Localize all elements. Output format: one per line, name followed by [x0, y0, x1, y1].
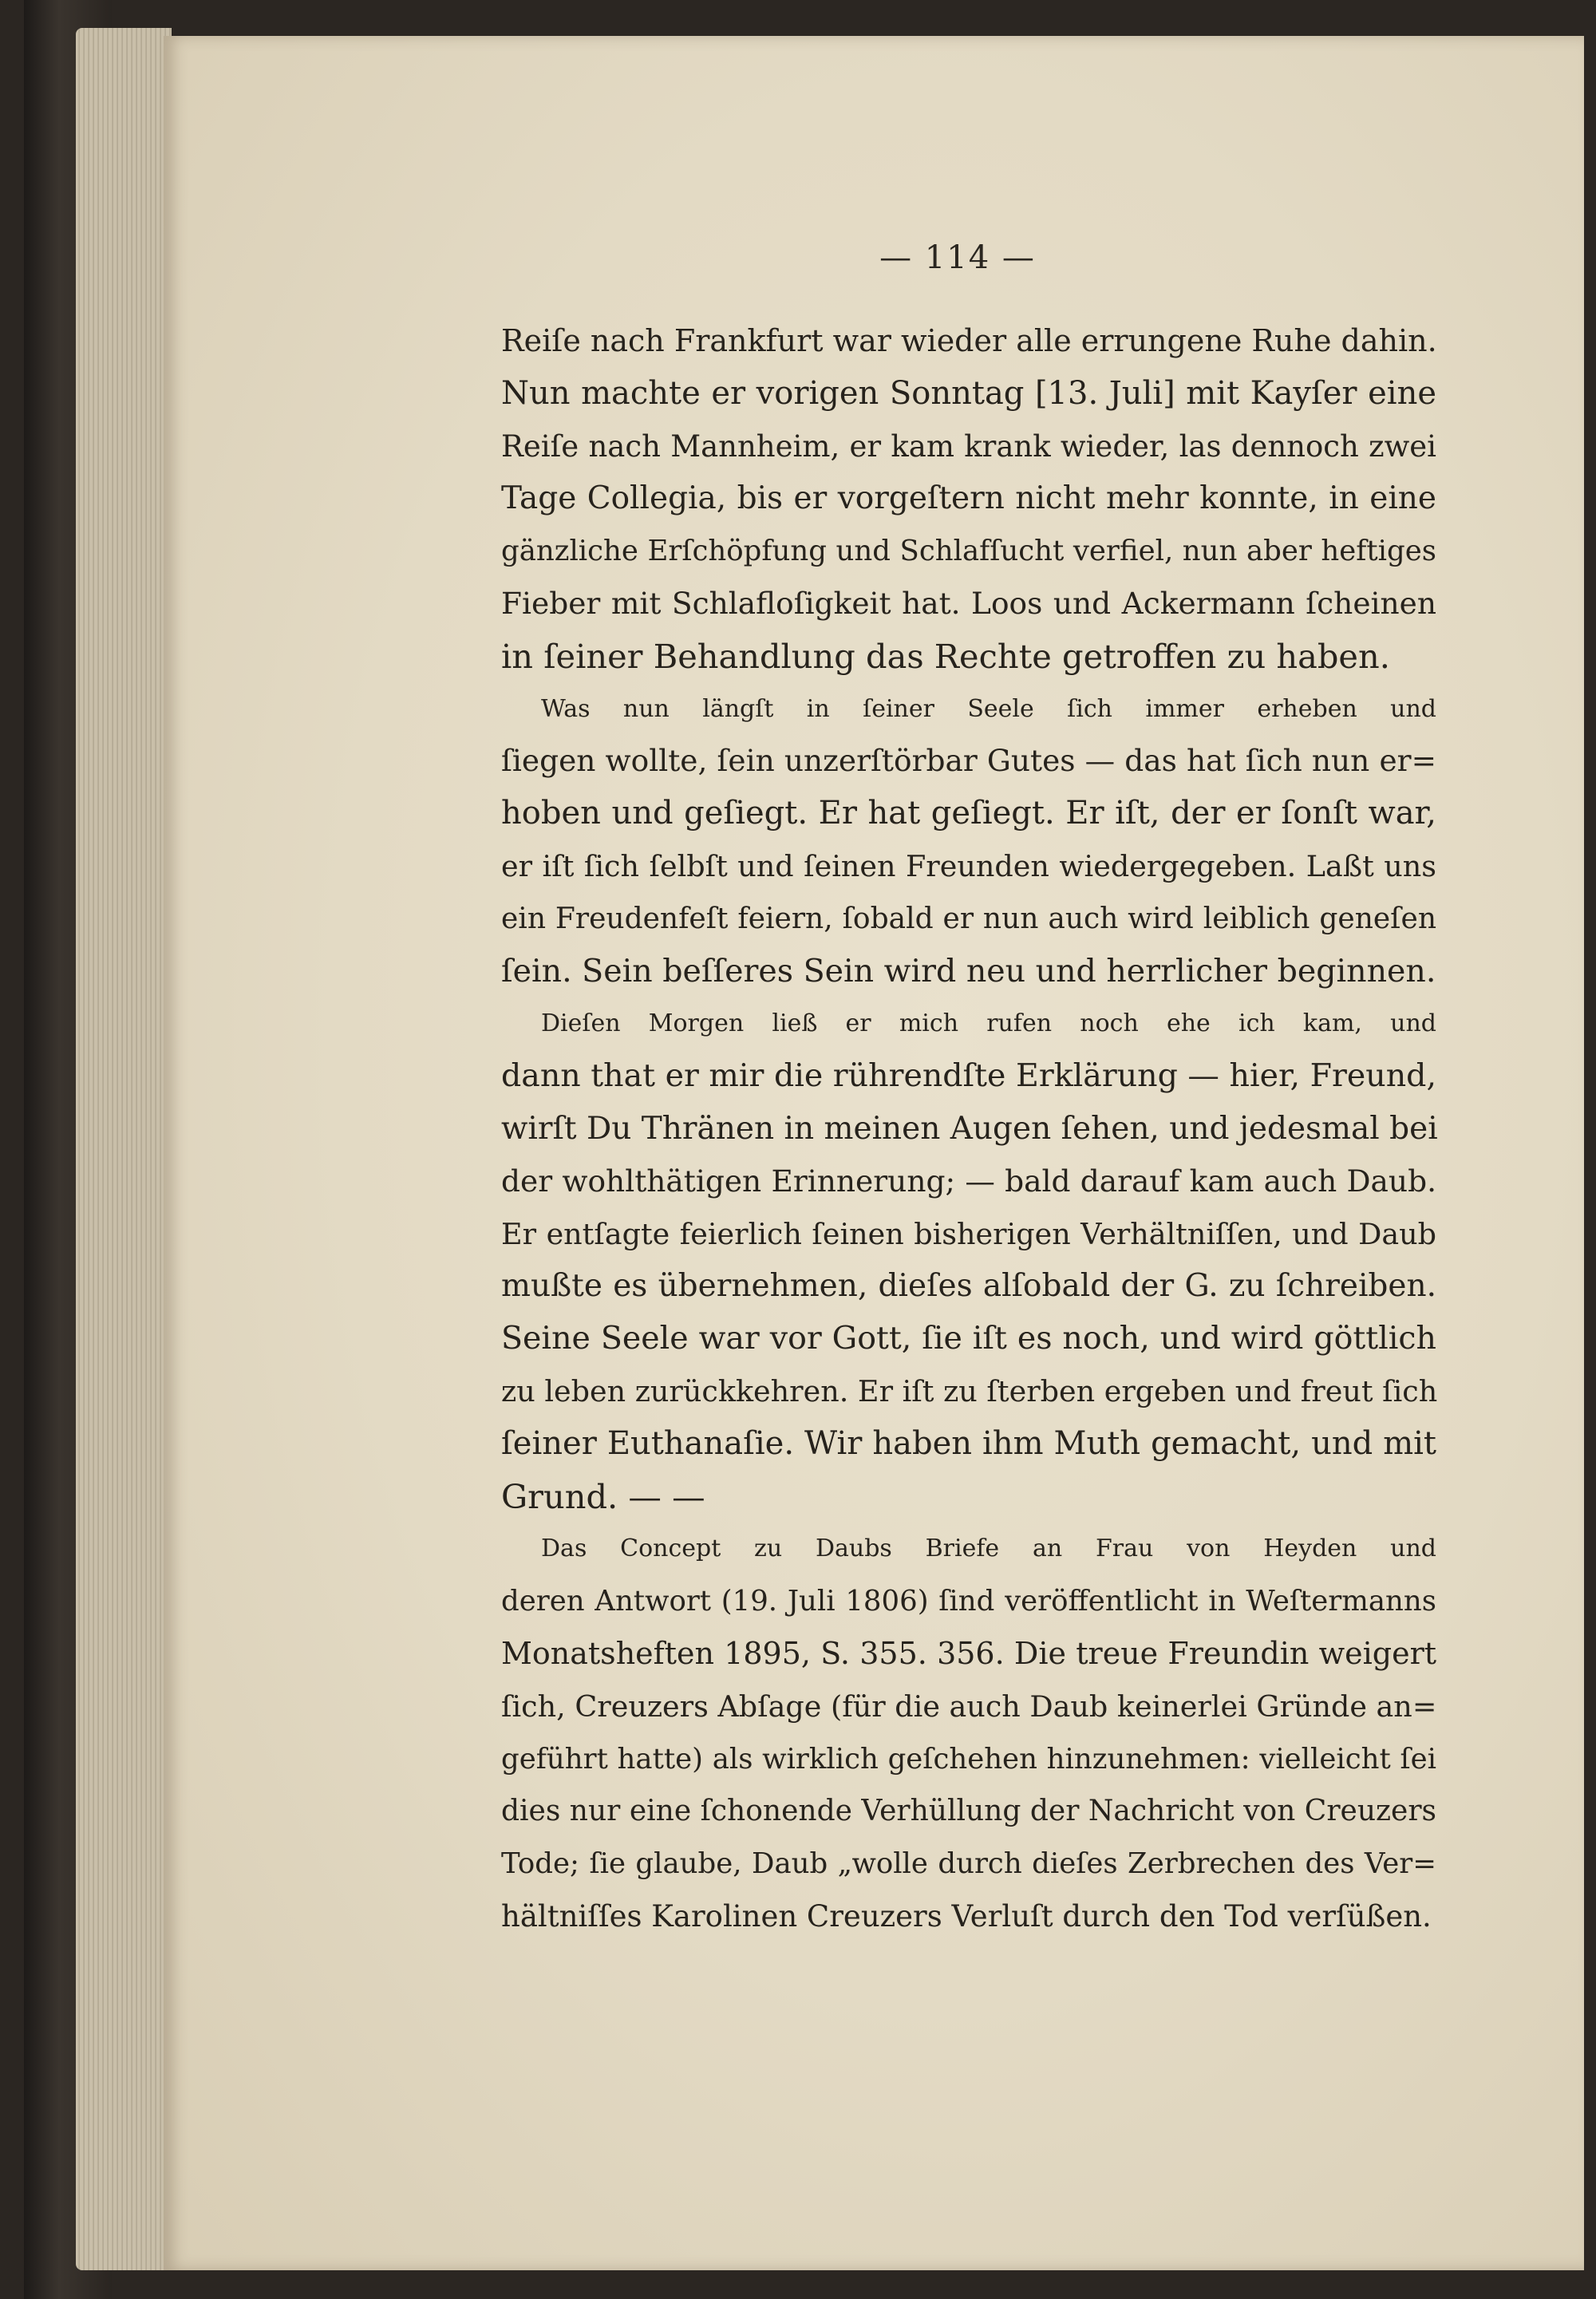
- text-line: mußte es übernehmen, dieſes alſobald der G. zu ſchreiben.: [501, 1268, 1436, 1305]
- text-line: Grund. — —: [501, 1476, 705, 1516]
- text-line: dies nur eine ſchonende Verhüllung der Nachricht von Creuzers: [501, 1795, 1436, 1828]
- text-line: ſeiner Euthanaſie. Wir haben ihm Muth gemacht, und mit: [501, 1424, 1436, 1462]
- body-text: [501, 315, 1436, 1943]
- page-number: — 114 —: [879, 239, 1036, 276]
- text-line: zu leben zurückkehren. Er iſt zu ſterben ergeben und freut ſich: [501, 1373, 1438, 1408]
- text-line: Monatsheften 1895, S. 355. 356. Die treue Freundin weigert: [501, 1635, 1436, 1671]
- paragraph: [501, 997, 1436, 1523]
- text-line: in ſeiner Behandlung das Rechte getroffen zu haben.: [501, 636, 1390, 676]
- text-line: geführt hatte) als wirklich geſchehen hinzunehmen: vielleicht ſei: [501, 1742, 1436, 1776]
- text-line: Reiſe nach Frankfurt war wieder alle errungene Ruhe dahin.: [501, 323, 1437, 358]
- text-line: ſiegen wollte, ſein unzerſtörbar Gutes — das hat ſich nun er=: [501, 743, 1436, 779]
- text-line: Was nun längſt in ſeiner Seele ſich immer erheben und: [541, 694, 1436, 723]
- text-line: Dieſen Morgen ließ er mich rufen noch ehe ich kam, und: [541, 1009, 1436, 1038]
- text-line: Tode; ſie glaube, Daub „wolle durch dieſes Zerbrechen des Ver=: [501, 1847, 1436, 1881]
- text-line: hoben und geſiegt. Er hat geſiegt. Er iſt, der er ſonſt war,: [501, 795, 1436, 832]
- text-line: Reiſe nach Mannheim, er kam krank wieder, las dennoch zwei: [501, 429, 1436, 464]
- text-line: Er entſagte feierlich ſeinen bisherigen Verhältniſſen, und Daub: [501, 1216, 1436, 1251]
- text-line: Nun machte er vorigen Sonntag [13. Juli] mit Kayſer eine: [501, 374, 1436, 412]
- text-line: ein Freudenfeſt feiern, ſobald er nun auch wird leiblich geneſen: [501, 902, 1436, 935]
- paragraph: [501, 1523, 1436, 1942]
- text-line: ſein. Sein beſſeres Sein wird neu und herrlicher beginnen.: [501, 952, 1436, 990]
- text-line: Tage Collegia, bis er vorgeſtern nicht mehr konnte, in eine: [501, 480, 1436, 517]
- text-line: Fieber mit Schlafloſigkeit hat. Loos und Ackermann ſcheinen: [501, 585, 1436, 621]
- text-line: Seine Seele war vor Gott, ſie iſt es noch, und wird göttlich: [501, 1320, 1436, 1357]
- text-line: der wohlthätigen Erinnerung; — bald darauf kam auch Daub.: [501, 1163, 1436, 1199]
- text-line: er iſt ſich ſelbſt und ſeinen Freunden wiedergegeben. Laßt uns: [501, 848, 1436, 883]
- text-line: gänzliche Erſchöpfung und Schlafſucht verfiel, nun aber heftiges: [501, 535, 1436, 568]
- text-line: hältniſſes Karolinen Creuzers Verluſt durch den Tod verſüßen.: [501, 1898, 1432, 1934]
- paragraph: [501, 315, 1436, 683]
- text-line: deren Antwort (19. Juli 1806) ſind veröffentlicht in Weſtermanns: [501, 1585, 1436, 1618]
- page-edges: [76, 28, 172, 2270]
- text-line: Das Concept zu Daubs Briefe an Frau von Heyden und: [541, 1535, 1436, 1563]
- text-line: wirſt Du Thränen in meinen Augen ſehen, und jedesmal bei: [501, 1110, 1438, 1147]
- text-line: ſich, Creuzers Abſage (für die auch Daub keinerlei Gründe an=: [501, 1689, 1437, 1724]
- paragraph: [501, 683, 1436, 998]
- text-line: dann that er mir die rührendſte Erklärung — hier, Freund,: [501, 1057, 1436, 1095]
